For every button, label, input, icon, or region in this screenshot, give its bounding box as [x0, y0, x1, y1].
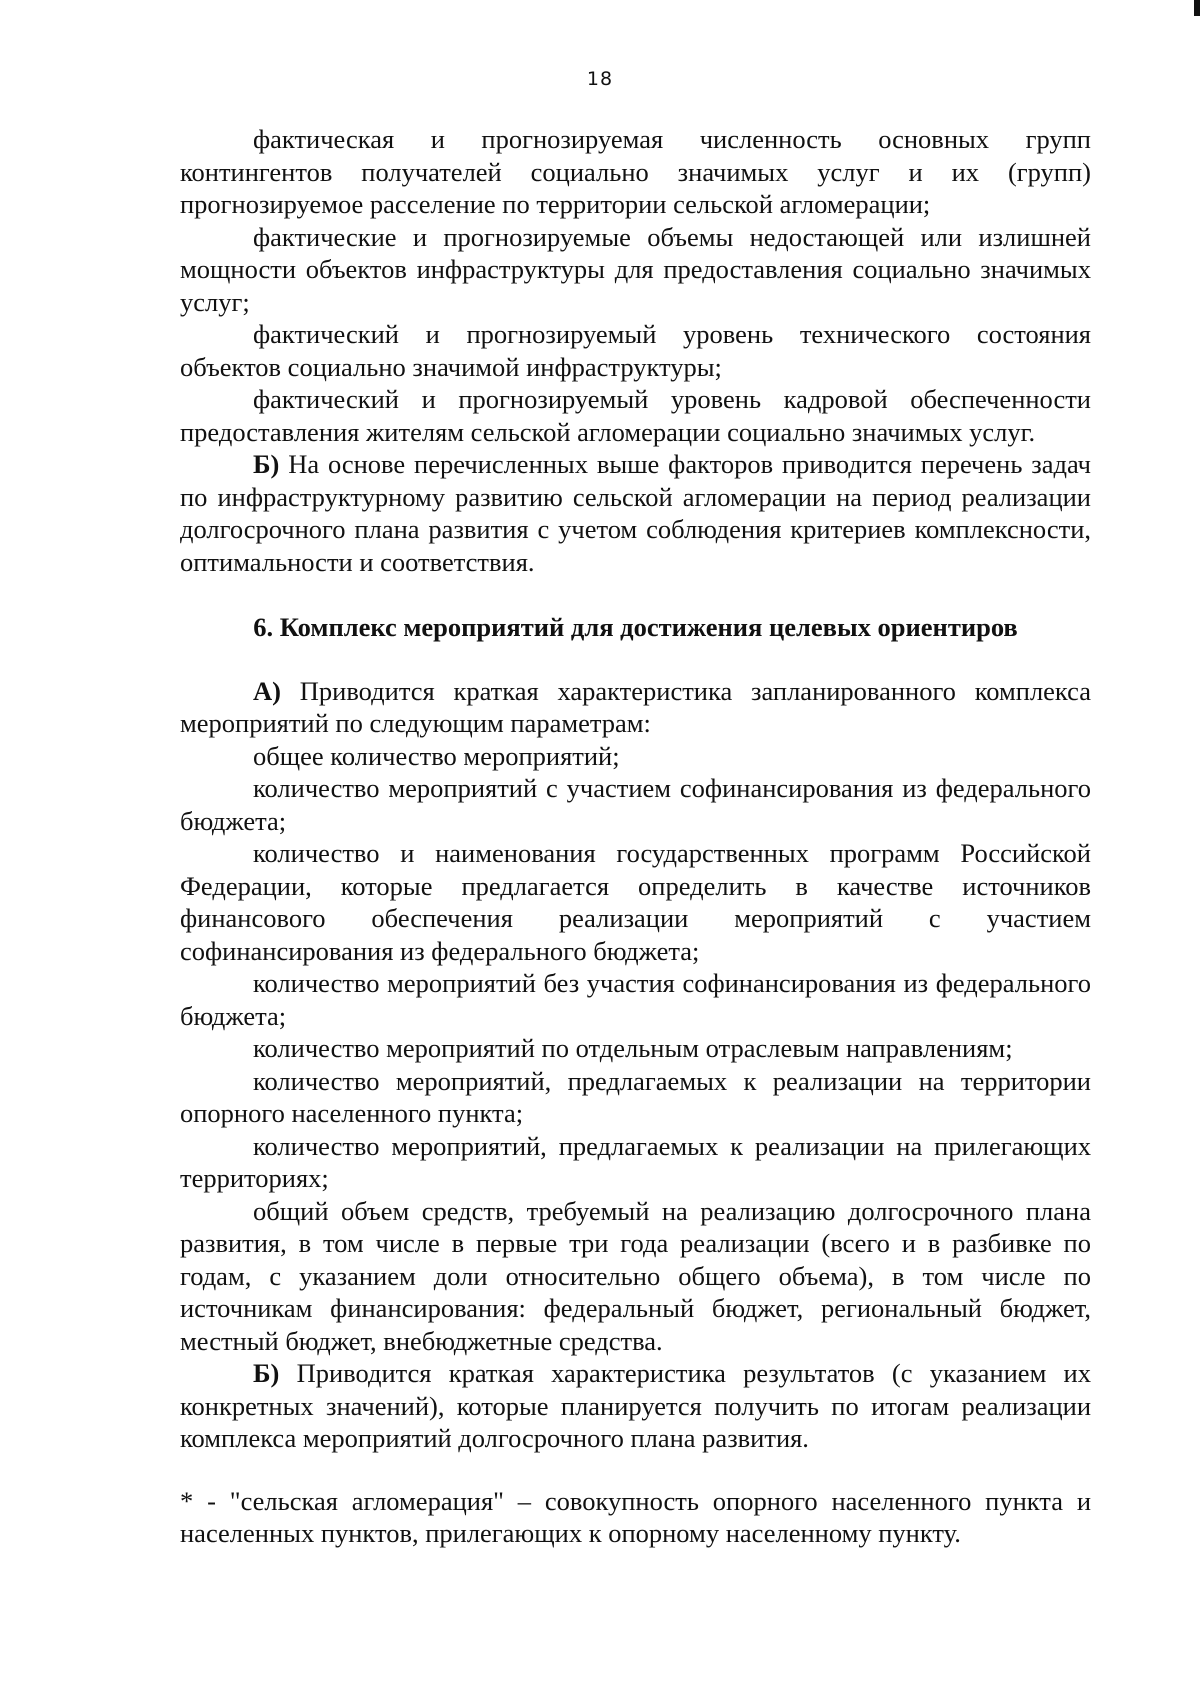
paragraph-text: На основе перечисленных выше факторов приводится перечень задач по инфраструктурному развитию сельской агломерации на период реализации долгосрочного плана развития с учетом соблюдения критериев комплексности, оптимальности и соответствия. — [180, 449, 1091, 577]
paragraph-item: фактический и прогнозируемый уровень кадровой обеспеченности предоставления жителям сельской агломерации социально значимых услуг. — [180, 384, 1091, 447]
paragraph-item: количество мероприятий без участия софинансирования из федерального бюджета; — [180, 968, 1091, 1031]
paragraph-text: Приводится краткая характеристика запланированного комплекса мероприятий по следующим параметрам: — [180, 675, 1091, 738]
document-body — [180, 123, 1091, 1550]
scan-edge-mark — [1194, 0, 1200, 16]
page-number: 18 — [586, 68, 614, 90]
paragraph-item: количество мероприятий с участием софинансирования из федерального бюджета; — [180, 773, 1091, 836]
paragraph-item: количество мероприятий, предлагаемых к реализации на территории опорного населенного пункта; — [180, 1065, 1091, 1128]
paragraph-a-section6 — [180, 675, 1091, 740]
paragraph-text: Приводится краткая характеристика результатов (с указанием их конкретных значений), которые планируется получить по итогам реализации комплекса мероприятий долгосрочного плана развития. — [180, 1358, 1091, 1453]
paragraph-label: Б) — [253, 1358, 280, 1388]
paragraph-b-section5 — [180, 448, 1091, 578]
paragraph-item: фактическая и прогнозируемая численность основных групп контингентов получателей социально значимых услуг и их (групп) прогнозируемое расселение по территории сельской агломерации; — [180, 124, 1091, 219]
paragraph-item: общий объем средств, требуемый на реализацию долгосрочного плана развития, в том числе в первые три года реализации (всего и в разбивке по годам, с указанием доли относительно общего объема), в том числе по источникам финансирования: федеральный бюджет, региональный бюджет, местный бюджет, внебюджетные средства. — [180, 1195, 1091, 1356]
paragraph-item: количество и наименования государственных программ Российской Федерации, которые предлагается определить в качестве источников финансового обеспечения реализации мероприятий с участием софинансирования из федерального бюджета; — [180, 838, 1091, 966]
section-heading: 6. Комплекс мероприятий для достижения целевых ориентиров — [253, 612, 1018, 642]
paragraph-item: количество мероприятий, предлагаемых к реализации на прилегающих территориях; — [180, 1130, 1091, 1193]
paragraph-item: фактический и прогнозируемый уровень технического состояния объектов социально значимой инфраструктуры; — [180, 319, 1091, 382]
paragraph-label: Б) — [253, 449, 280, 479]
paragraph-item: общее количество мероприятий; — [253, 740, 620, 771]
paragraph-item: фактические и прогнозируемые объемы недостающей или излишней мощности объектов инфраструктуры для предоставления социально значимых услуг; — [180, 221, 1091, 317]
paragraph-item: количество мероприятий по отдельным отраслевым направлениям; — [253, 1033, 1013, 1063]
footnote: * - "сельская агломерация" – совокупность опорного населенного пункта и населенных пунктов, прилегающих к опорному населенному пункту. — [180, 1485, 1091, 1548]
paragraph-b-section6 — [180, 1357, 1091, 1455]
paragraph-label: А) — [253, 675, 281, 706]
